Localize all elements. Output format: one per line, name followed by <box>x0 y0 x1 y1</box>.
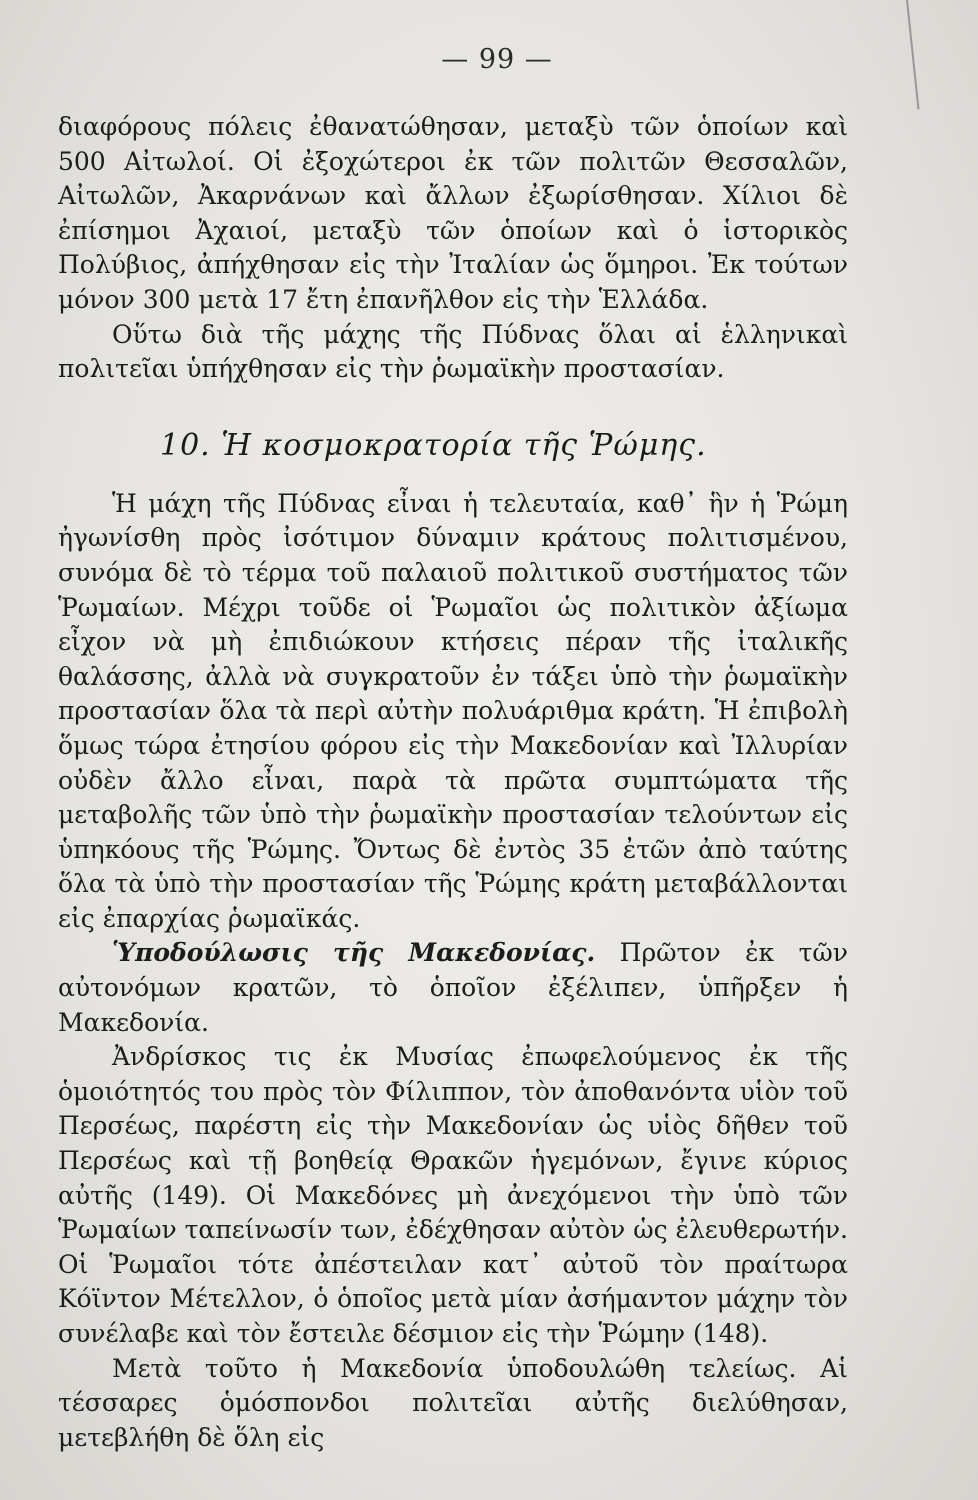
paragraph-2: Οὕτω διὰ τῆς μάχης τῆς Πύδνας ὅλαι αἱ ἑλληνικαὶ πολιτεῖαι ὑπήχθησαν εἰς τὴν ῥωμαϊκὴν προστασίαν. <box>58 319 848 384</box>
page-body <box>58 110 848 1455</box>
paragraph-1: διαφόρους πόλεις ἐθανατώθησαν, μεταξὺ τῶν ὁποίων καὶ 500 Αἰτωλοί. Οἱ ἐξοχώτεροι ἐκ τῶν πολιτῶν Θεσσαλῶν, Αἰτωλῶν, Ἀκαρνάνων καὶ ἄλλων ἐξωρίσθησαν. Χίλιοι δὲ ἐπίσημοι Ἀχαιοί, μεταξὺ τῶν ὁποίων καὶ ὁ ἱστορικὸς Πολύβιος, ἀπήχθησαν εἰς τὴν Ἰταλίαν ὡς ὅμηροι. Ἐκ τούτων μόνον 300 μετὰ 17 ἔτη ἐπανῆλθον εἰς τὴν Ἑλλάδα. <box>58 112 848 314</box>
side-heading: Ὑποδούλωσις τῆς Μακεδονίας. <box>112 938 596 968</box>
paragraph-3: Ἡ μάχη τῆς Πύδνας εἶναι ἡ τελευταία, καθ᾽ ἣν ἡ Ῥώμη ἠγωνίσθη πρὸς ἰσότιμον δύναμιν κράτους πολιτισμένου, συνόμα δὲ τὸ τέρμα τοῦ παλαιοῦ πολιτικοῦ συστήματος τῶν Ῥωμαίων. Μέχρι τοῦδε οἱ Ῥωμαῖοι ὡς πολιτικὸν ἀξίωμα εἶχον νὰ μὴ ἐπιδιώκουν κτήσεις πέραν τῆς ἰταλικῆς θαλάσσης, ἀλλὰ νὰ συγκρατοῦν ἐν τάξει ὑπὸ τὴν ῥωμαϊκὴν προστασίαν ὅλα τὰ περὶ αὐτὴν πολυάριθμα κράτη. Ἡ ἐπιβολὴ ὅμως τώρα ἐτησίου φόρου εἰς τὴν Μακεδονίαν καὶ Ἰλλυρίαν οὐδὲν ἄλλο εἶναι, παρὰ τὰ πρῶτα συμπτώματα τῆς μεταβολῆς τῶν ὑπὸ τὴν ῥωμαϊκὴν προστασίαν τελούντων εἰς ὑπηκόους τῆς Ῥώμης. Ὄντως δὲ ἐντὸς 35 ἐτῶν ἀπὸ ταύτης ὅλα τὰ ὑπὸ τὴν προστασίαν τῆς Ῥώμης κράτη μεταβάλλονται εἰς ἐπαρχίας ῥωμαϊκάς. <box>58 488 848 933</box>
paragraph-6: Μετὰ τοῦτο ἡ Μακεδονία ὑποδουλώθη τελείως. Αἱ τέσσαρες ὁμόσπονδοι πολιτεῖαι αὐτῆς διελύθησαν, μετεβλήθη δὲ ὅλη εἰς <box>58 1353 848 1452</box>
page-number: — 99 — <box>441 44 553 75</box>
paragraph-5: Ἀνδρίσκος τις ἐκ Μυσίας ἐπωφελούμενος ἐκ τῆς ὁμοιότητός του πρὸς τὸν Φίλιππον, τὸν ἀποθανόντα υἱὸν τοῦ Περσέως, παρέστη εἰς τὴν Μακεδονίαν ὡς υἱὸς δῆθεν τοῦ Περσέως καὶ τῇ βοηθείᾳ Θρακῶν ἡγεμόνων, ἔγινε κύριος αὐτῆς (149). Οἱ Μακεδόνες μὴ ἀνεχόμενοι τὴν ὑπὸ τῶν Ῥωμαίων ταπείνωσίν των, ἐδέχθησαν αὐτὸν ὡς ἐλευθερωτήν. Οἱ Ῥωμαῖοι τότε ἀπέστειλαν κατ᾽ αὐτοῦ τὸν πραίτωρα Κόϊντον Μέτελλον, ὁ ὁποῖος μετὰ μίαν ἀσήμαντον μάχην τὸν συνέλαβε καὶ τὸν ἔστειλε δέσμιον εἰς τὴν Ῥώμην (148). <box>58 1042 848 1348</box>
side-heading-text: Πρῶτον ἐκ τῶν αὐτονόμων κρατῶν, τὸ ὁποῖον ἐξέλιπεν, ὑπῆρξεν ἡ Μακεδονία. <box>58 938 848 1037</box>
paragraph-4 <box>58 936 848 1040</box>
section-heading: 10. Ἡ κοσμοκρατορία τῆς Ῥώμης. <box>160 427 707 463</box>
